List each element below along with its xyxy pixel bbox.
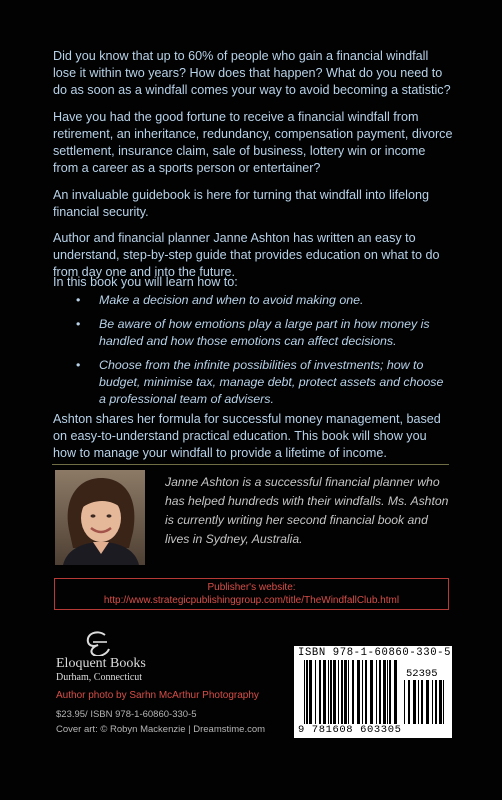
- barcode-bar: [338, 660, 339, 724]
- barcode-bar: [362, 660, 363, 724]
- barcode-bar: [315, 660, 316, 724]
- barcode-bar: [330, 660, 332, 724]
- barcode-bar: [319, 660, 321, 724]
- barcode-bar: [394, 660, 397, 724]
- barcode-bar: [376, 660, 377, 724]
- barcode-bar: [413, 680, 416, 724]
- publisher-website-box: [54, 578, 449, 610]
- barcode-bar: [323, 660, 326, 724]
- bullet-icon: •: [76, 358, 81, 372]
- barcode-bar: [439, 680, 442, 724]
- list-item: [53, 357, 453, 408]
- bullet-icon: •: [76, 317, 81, 331]
- closing-paragraph: Ashton shares her formula for successful money management, based on easy-to-understand practical education. This book will show you how to manage your windfall to provide a lifetime of income.: [53, 412, 441, 460]
- guidebook-paragraph: An invaluable guidebook is here for turning that windfall into lifelong financial security.: [53, 188, 429, 219]
- barcode-bar: [421, 680, 423, 724]
- barcode-bar: [365, 660, 367, 724]
- barcode-bar: [432, 680, 433, 724]
- publisher-location: Durham, Connecticut: [56, 672, 143, 683]
- cover-art-credit: Cover art: © Robyn Mackenzie | Dreamstime.com: [56, 724, 266, 735]
- publisher-logo-icon: [83, 630, 113, 656]
- barcode-bar: [341, 660, 343, 724]
- publisher-website-link[interactable]: http://www.strategicpublishinggroup.com/title/TheWindfallClub.html: [103, 595, 400, 606]
- bullet-icon: •: [76, 293, 81, 307]
- divider: [52, 464, 449, 465]
- question-paragraph: Have you had the good fortune to receive a financial windfall from retirement, an inheritance, redundancy, compensation payment, divorce settlement, insurance claim, sale of business, lottery win or income from a career as a sports person or entertainer?: [53, 110, 453, 175]
- intro-paragraph: Did you know that up to 60% of people who gain a financial windfall lose it within two years? How does that happen? What do you need to do as soon as a windfall comes your way to avoid becoming a statistic?: [53, 49, 451, 97]
- barcode-bar: [370, 660, 373, 724]
- barcode-bar: [379, 660, 381, 724]
- list-item-text: Choose from the infinite possibilities of investments; how to budget, minimise tax, manage debt, protect assets and choose a professional team of advisers.: [99, 358, 444, 406]
- learn-list: [53, 292, 453, 415]
- barcode-bar: [408, 680, 410, 724]
- barcode-bar: [309, 660, 312, 724]
- barcode-bar: [344, 660, 347, 724]
- barcode-bar: [328, 660, 329, 724]
- barcode-bar: [426, 680, 429, 724]
- barcode-bar: [306, 660, 308, 724]
- barcode-bar: [333, 660, 336, 724]
- price-code: 52395: [406, 668, 438, 680]
- isbn-label: ISBN 978-1-60860-330-5: [298, 647, 452, 659]
- publisher-name: Eloquent Books: [56, 656, 146, 671]
- barcode-bar: [304, 660, 305, 724]
- list-item: [53, 316, 453, 350]
- publisher-website-label: Publisher's website:: [207, 582, 296, 593]
- author-bio: Janne Ashton is a successful financial planner who has helped hundreds with their windfalls. Ms. Ashton is currently writing her second financial book and lives in Sydney, Australia.: [165, 475, 449, 546]
- author-photo: [55, 470, 145, 565]
- barcode-bar: [352, 660, 354, 724]
- photo-credit: Author photo by Sarhn McArthur Photography: [56, 690, 259, 701]
- learn-heading: In this book you will learn how to:: [53, 275, 238, 289]
- barcode-number: 9 781608 603305: [298, 724, 402, 736]
- barcode-bar: [383, 660, 386, 724]
- list-item-text: Be aware of how emotions play a large part in how money is handled and how those emotions can affect decisions.: [99, 317, 430, 348]
- barcode-bar: [435, 680, 437, 724]
- barcode-bar: [387, 660, 388, 724]
- list-item-text: Make a decision and when to avoid making one.: [99, 293, 364, 307]
- barcode-bar: [389, 660, 391, 724]
- list-item: [53, 292, 453, 309]
- author-description-paragraph: Author and financial planner Janne Ashton has written an easy to understand, step-by-step guide that provides education on what to do from day one and into the future.: [53, 231, 440, 279]
- barcode-bar: [418, 680, 419, 724]
- barcode-bar: [404, 680, 405, 724]
- barcode-bar: [443, 680, 444, 724]
- barcode-bar: [348, 660, 349, 724]
- price-isbn: $23.95/ ISBN 978-1-60860-330-5: [56, 709, 197, 720]
- barcode-bar: [357, 660, 360, 724]
- isbn-barcode: [294, 646, 452, 738]
